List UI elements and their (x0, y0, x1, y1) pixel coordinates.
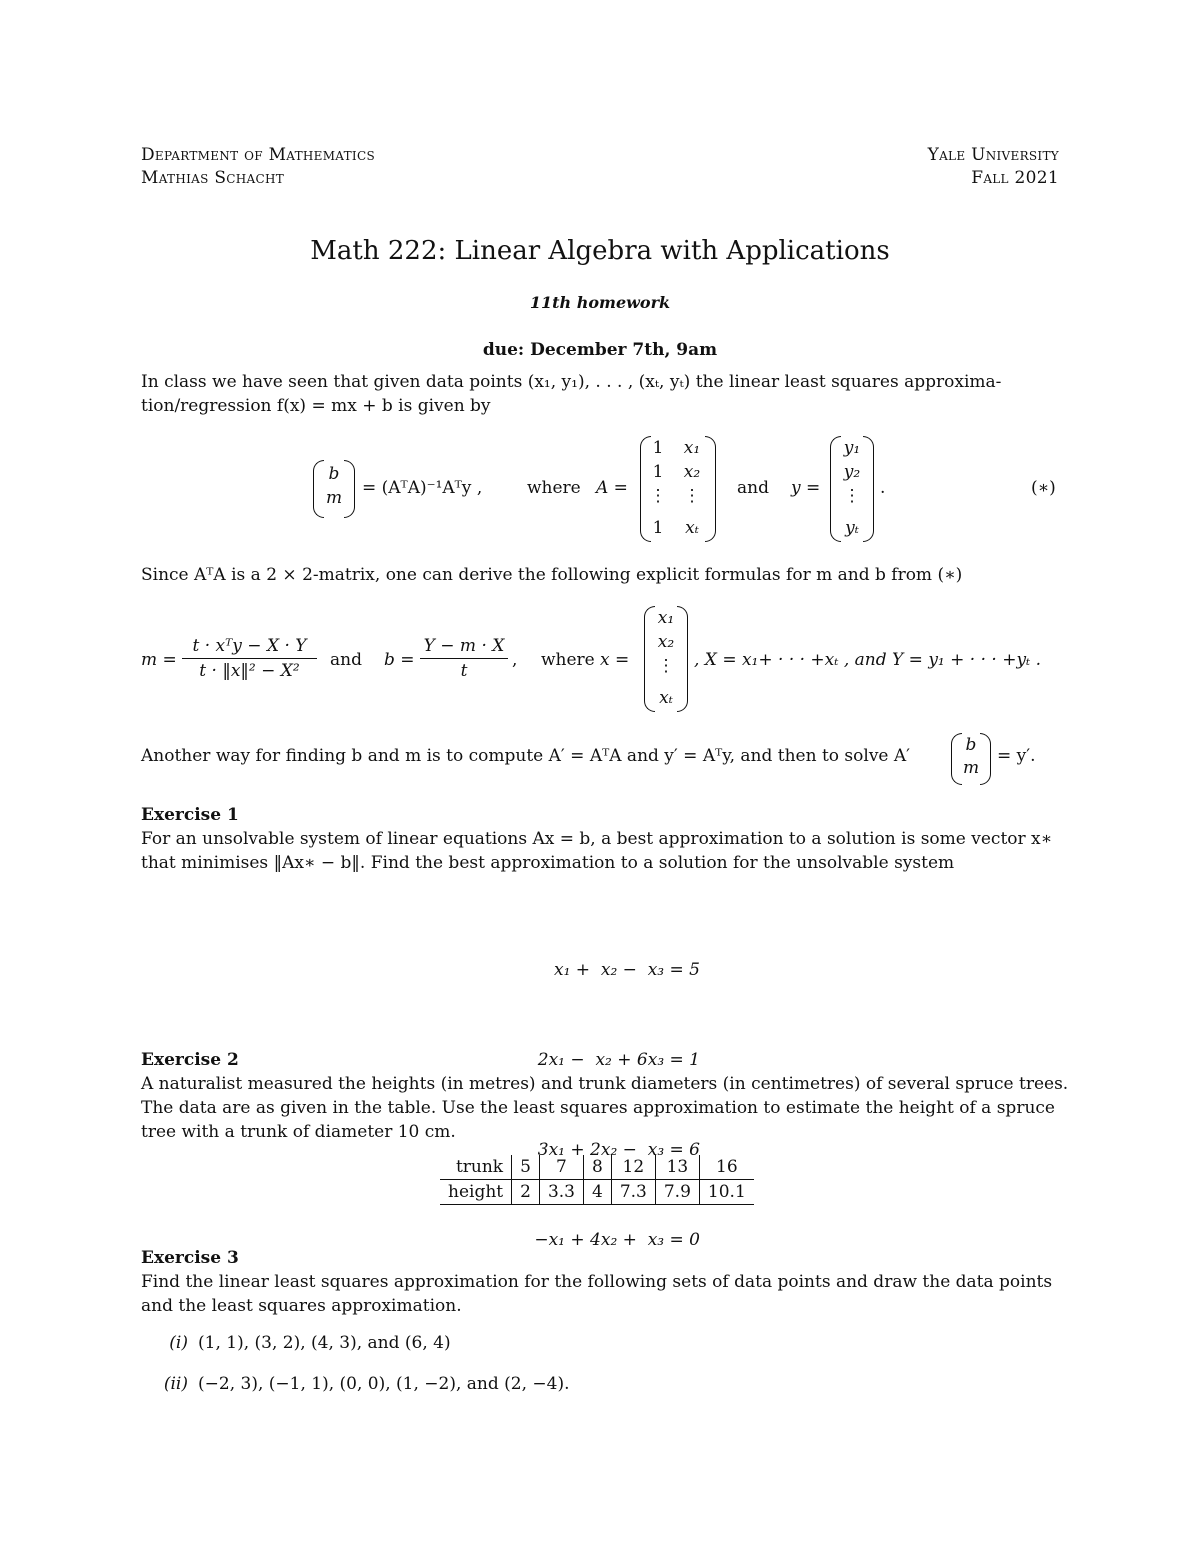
bm-b: b (965, 735, 977, 755)
item-label: (ii) (163, 1374, 188, 1394)
A-cell: 1 (652, 438, 664, 458)
A-equals: A = (596, 478, 628, 498)
equation-tag: (∗) (1031, 478, 1056, 498)
page-title: Math 222: Linear Algebra with Applications (310, 236, 890, 266)
subtitle: 11th homework (529, 293, 671, 312)
y-equals: y = (791, 478, 821, 498)
table-row (440, 1180, 754, 1205)
y-cell: ⋮ (843, 486, 861, 506)
exercise-1-line-1: For an unsolvable system of linear equations Ax = b, a best approximation to a solution is some vector x∗ (141, 829, 1053, 849)
where-label: where (541, 650, 595, 670)
m-numerator: t · xᵀy − X · Y (192, 636, 307, 656)
equation-row: −x₁ + 4x₂ + x₃ = 0 (534, 1230, 700, 1250)
x-cell: xₜ (659, 688, 673, 708)
m-fraction (182, 636, 317, 681)
normal-equation: = (AᵀA)⁻¹Aᵀy , (362, 478, 483, 498)
department: Department of Mathematics (141, 145, 375, 165)
bm-m: m (325, 488, 343, 508)
table-cell: 16 (699, 1155, 753, 1180)
A-cell: 1 (652, 518, 664, 538)
y-cell: yₜ (845, 518, 859, 538)
y-cell: y₁ (843, 438, 861, 458)
table-cell: 5 (512, 1155, 540, 1180)
exercise-1-line-2: that minimises ‖Ax∗ − b‖. Find the best approximation to a solution for the unsolvable system (141, 853, 955, 873)
matrix-A (640, 436, 716, 542)
exercise-2-line-2: The data are as given in the table. Use the least squares approximation to estimate the height of a spruce (141, 1098, 1055, 1118)
A-cell: x₁ (683, 438, 701, 458)
table-cell: 10.1 (699, 1180, 753, 1205)
another-way-text: Another way for finding b and m is to compute A′ = AᵀA and y′ = Aᵀy, and then to solve A′ (141, 746, 911, 766)
another-way-end: = y′. (997, 746, 1036, 766)
university: Yale University (927, 145, 1059, 165)
x-cell: x₁ (657, 608, 675, 628)
A-cell: 1 (652, 462, 664, 482)
intro-line-2: tion/regression f(x) = mx + b is given by (141, 396, 491, 416)
b-fraction (420, 636, 508, 681)
period: . (880, 478, 886, 498)
bm-vector (313, 460, 355, 518)
exercise-2-line-3: tree with a trunk of diameter 10 cm. (141, 1122, 456, 1142)
equation-row: 3x₁ + 2x₂ − x₃ = 6 (537, 1140, 700, 1160)
exercise-2-heading: Exercise 2 (141, 1050, 239, 1070)
equation-row: x₁ + x₂ − x₃ = 5 (554, 960, 700, 980)
A-cell: xₜ (685, 518, 699, 538)
table-cell: 7.3 (611, 1180, 655, 1205)
table-cell: 8 (583, 1155, 611, 1180)
due-date: due: December 7th, 9am (482, 340, 718, 360)
y-cell: y₂ (843, 462, 861, 482)
term: Fall 2021 (971, 168, 1059, 188)
since-line: Since AᵀA is a 2 × 2-matrix, one can derive the following explicit formulas for m and b from (∗) (141, 565, 963, 585)
vector-x (644, 606, 688, 712)
item-label: (i) (169, 1333, 188, 1353)
exercise-2-line-1: A naturalist measured the heights (in metres) and trunk diameters (in centimetres) of several spruce trees. (141, 1074, 1069, 1094)
table-cell: 12 (611, 1155, 655, 1180)
A-cell: ⋮ (683, 486, 701, 506)
exercise-3-line-1: Find the linear least squares approximation for the following sets of data points and draw the data points (141, 1272, 1053, 1292)
table-cell: 3.3 (539, 1180, 583, 1205)
list-item: (1, 1), (3, 2), (4, 3), and (6, 4) (198, 1333, 451, 1353)
table-cell: 7 (539, 1155, 583, 1180)
comma: , (512, 650, 518, 670)
table-cell: 7.9 (655, 1180, 699, 1205)
tree-data-table (440, 1155, 754, 1205)
instructor: Mathias Schacht (141, 168, 285, 188)
m-equals: m = (141, 650, 177, 670)
sums-X-Y: , X = x₁+ · · · +xₜ , and Y = y₁ + · · · +yₜ . (694, 650, 1042, 670)
table-header-cell: trunk (440, 1155, 512, 1180)
table-header-cell: height (440, 1180, 512, 1205)
exercise-3-line-2: and the least squares approximation. (141, 1296, 462, 1316)
x-cell: x₂ (657, 632, 675, 652)
b-equals: b = (384, 650, 415, 670)
x-equals: x = (600, 650, 630, 670)
x-cell: ⋮ (657, 656, 675, 676)
table-cell: 13 (655, 1155, 699, 1180)
vector-y (830, 436, 874, 542)
table-cell: 2 (512, 1180, 540, 1205)
and-label: and (330, 650, 362, 670)
bm-b: b (328, 464, 340, 484)
A-cell: x₂ (683, 462, 701, 482)
intro-line-1: In class we have seen that given data points (x₁, y₁), . . . , (xₜ, yₜ) the linear least squares approxima- (141, 372, 1002, 392)
exercise-1-heading: Exercise 1 (141, 805, 239, 825)
where-label: where (527, 478, 581, 498)
exercise-3-heading: Exercise 3 (141, 1248, 239, 1268)
m-denominator: t · ‖x‖² − X² (199, 661, 300, 681)
table-row (440, 1155, 754, 1180)
bm-m: m (962, 758, 980, 778)
table-cell: 4 (583, 1180, 611, 1205)
and-label: and (737, 478, 769, 498)
bm-vector-2 (951, 733, 991, 785)
A-cell: ⋮ (649, 486, 667, 506)
b-numerator: Y − m · X (423, 636, 505, 656)
b-denominator: t (460, 661, 468, 681)
list-item: (−2, 3), (−1, 1), (0, 0), (1, −2), and (2, −4). (198, 1374, 570, 1394)
equation-row: 2x₁ − x₂ + 6x₃ = 1 (537, 1050, 700, 1070)
